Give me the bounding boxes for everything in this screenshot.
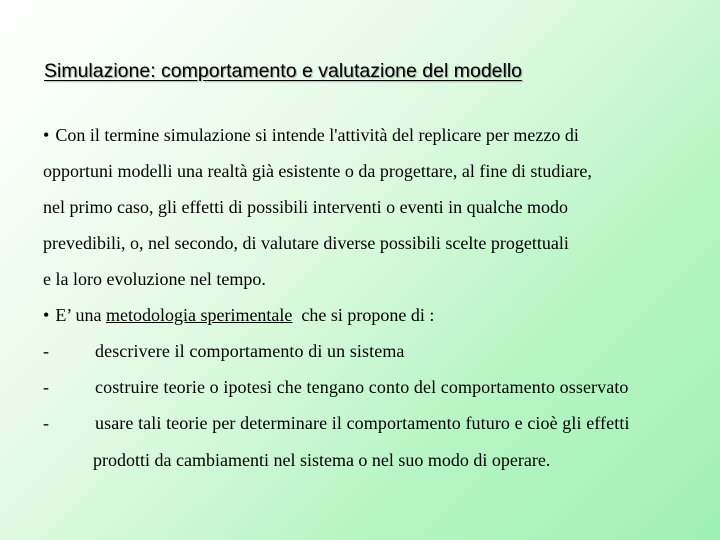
bullet: • (43, 125, 50, 145)
paragraph-line: opportuni modelli una realtà già esistente o da progettare, al fine di studiare, (43, 161, 592, 181)
list-dash: - (43, 377, 49, 397)
list-item-continuation: prodotti da cambiamenti nel sistema o nel suo modo di operare. (93, 450, 551, 470)
list-dash: - (43, 413, 49, 433)
paragraph-line: prevedibili, o, nel secondo, di valutare diverse possibili scelte progettuali (43, 233, 569, 253)
list-item: usare tali teorie per determinare il comportamento futuro e cioè gli effetti (95, 413, 630, 433)
paragraph-line (43, 305, 434, 325)
paragraph-line: e la loro evoluzione nel tempo. (43, 269, 266, 289)
list-item: costruire teorie o ipotesi che tengano conto del comportamento osservato (95, 377, 629, 397)
list-item: descrivere il comportamento di un sistema (95, 341, 405, 361)
underlined-term: metodologia sperimentale (105, 305, 293, 325)
paragraph-suffix: che si propone di : (292, 305, 435, 325)
list-dash: - (43, 341, 49, 361)
paragraph-line (43, 125, 579, 145)
paragraph-line: nel primo caso, gli effetti di possibili interventi o eventi in qualche modo (43, 197, 569, 217)
paragraph-prefix: E’ una (55, 305, 106, 325)
bullet: • (43, 305, 50, 325)
slide-title: Simulazione: comportamento e valutazione del modello (44, 60, 523, 82)
paragraph-text: Con il termine simulazione si intende l'attività del replicare per mezzo di (55, 125, 579, 145)
